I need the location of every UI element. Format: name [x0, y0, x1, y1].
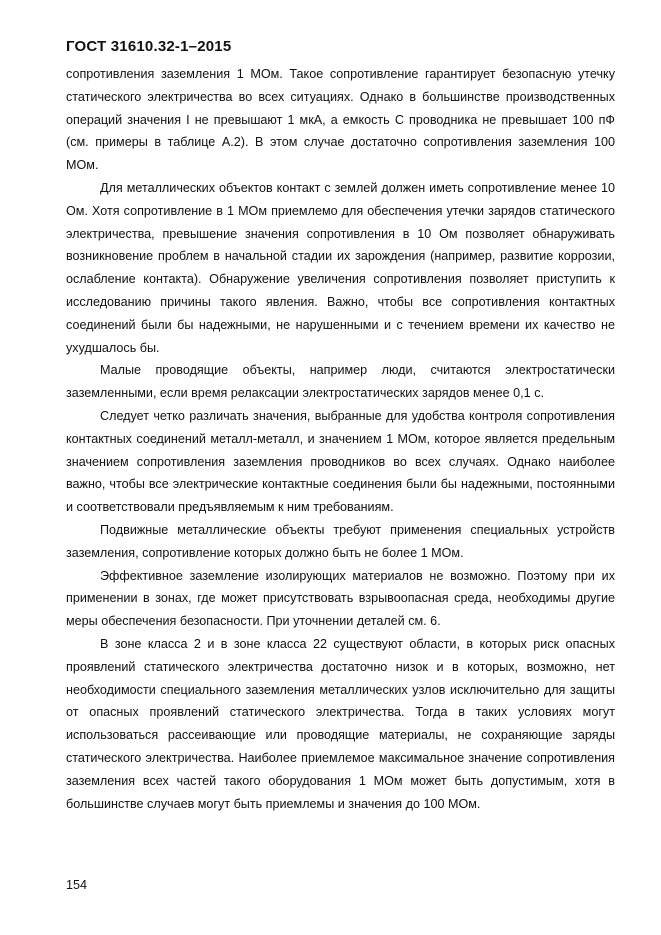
paragraph: сопротивления заземления 1 МОм. Такое сопротивление гарантирует безопасную утечку статического электричества во всех ситуациях. Однако в большинстве производственных операций значения I не превышают 1 мкА, а емкость С проводника не превышает 100 пФ (см. примеры в таблице А.2). В этом случае достаточно сопротивления заземления 100 МОм. — [66, 67, 615, 173]
paragraph: В зоне класса 2 и в зоне класса 22 существуют области, в которых риск опасных проявлений статического электричества достаточно низок и в которых, возможно, нет необходимости специального заземления металлических узлов исключительно для защиты от опасных проявлений статического электричества. Тогда в таких условиях могут использоваться рассеивающие или проводящие материалы, не сохраняющие заряды статического электричества. Наиболее приемлемое максимальное значение сопротивления заземления всех частей такого оборудования 1 МОм может быть допустимым, хотя в большинстве случаев могут быть приемлемы и значения до 100 МОм. — [66, 636, 615, 811]
document-header: ГОСТ 31610.32-1–2015 — [66, 38, 232, 55]
paragraph: Подвижные металлические объекты требуют применения специальных устройств заземления, сопротивление которых должно быть не более 1 МОм. — [66, 522, 615, 560]
document-body — [66, 63, 615, 815]
page-number: 154 — [66, 878, 88, 892]
paragraph: Эффективное заземление изолирующих материалов не возможно. Поэтому при их применении в зонах, где может присутствовать взрывоопасная среда, необходимы другие меры обеспечения безопасности. При уточнении деталей см. 6. — [66, 568, 615, 629]
paragraph: Для металлических объектов контакт с землей должен иметь сопротивление менее 10 Ом. Хотя сопротивление в 1 МОм приемлемо для обеспечения утечки зарядов статического электричества, превышение значения сопротивления в 10 Ом позволяет обнаруживать возникновение проблем в начальной стадии их зарождения (например, развитие коррозии, ослабление контакта). Обнаружение увеличения сопротивления позволяет приступить к исследованию причины такого явления. Важно, чтобы все сопротивления контактных соединений были бы надежными, не нарушенными и с течением времени их качество не ухудшалось бы. — [66, 180, 615, 355]
paragraph: Следует четко различать значения, выбранные для удобства контроля сопротивления контактных соединений металл-металл, и значением 1 МОм, которое является предельным значением сопротивления заземления проводников во всех случаях. Однако наиболее важно, чтобы все электрические контактные соединения были бы надежными, постоянными и соответствовали предъявляемым к ним требованиям. — [66, 408, 615, 515]
paragraph: Малые проводящие объекты, например люди, считаются электростатически заземленными, если время релаксации электростатических зарядов менее 0,1 с. — [66, 363, 615, 401]
